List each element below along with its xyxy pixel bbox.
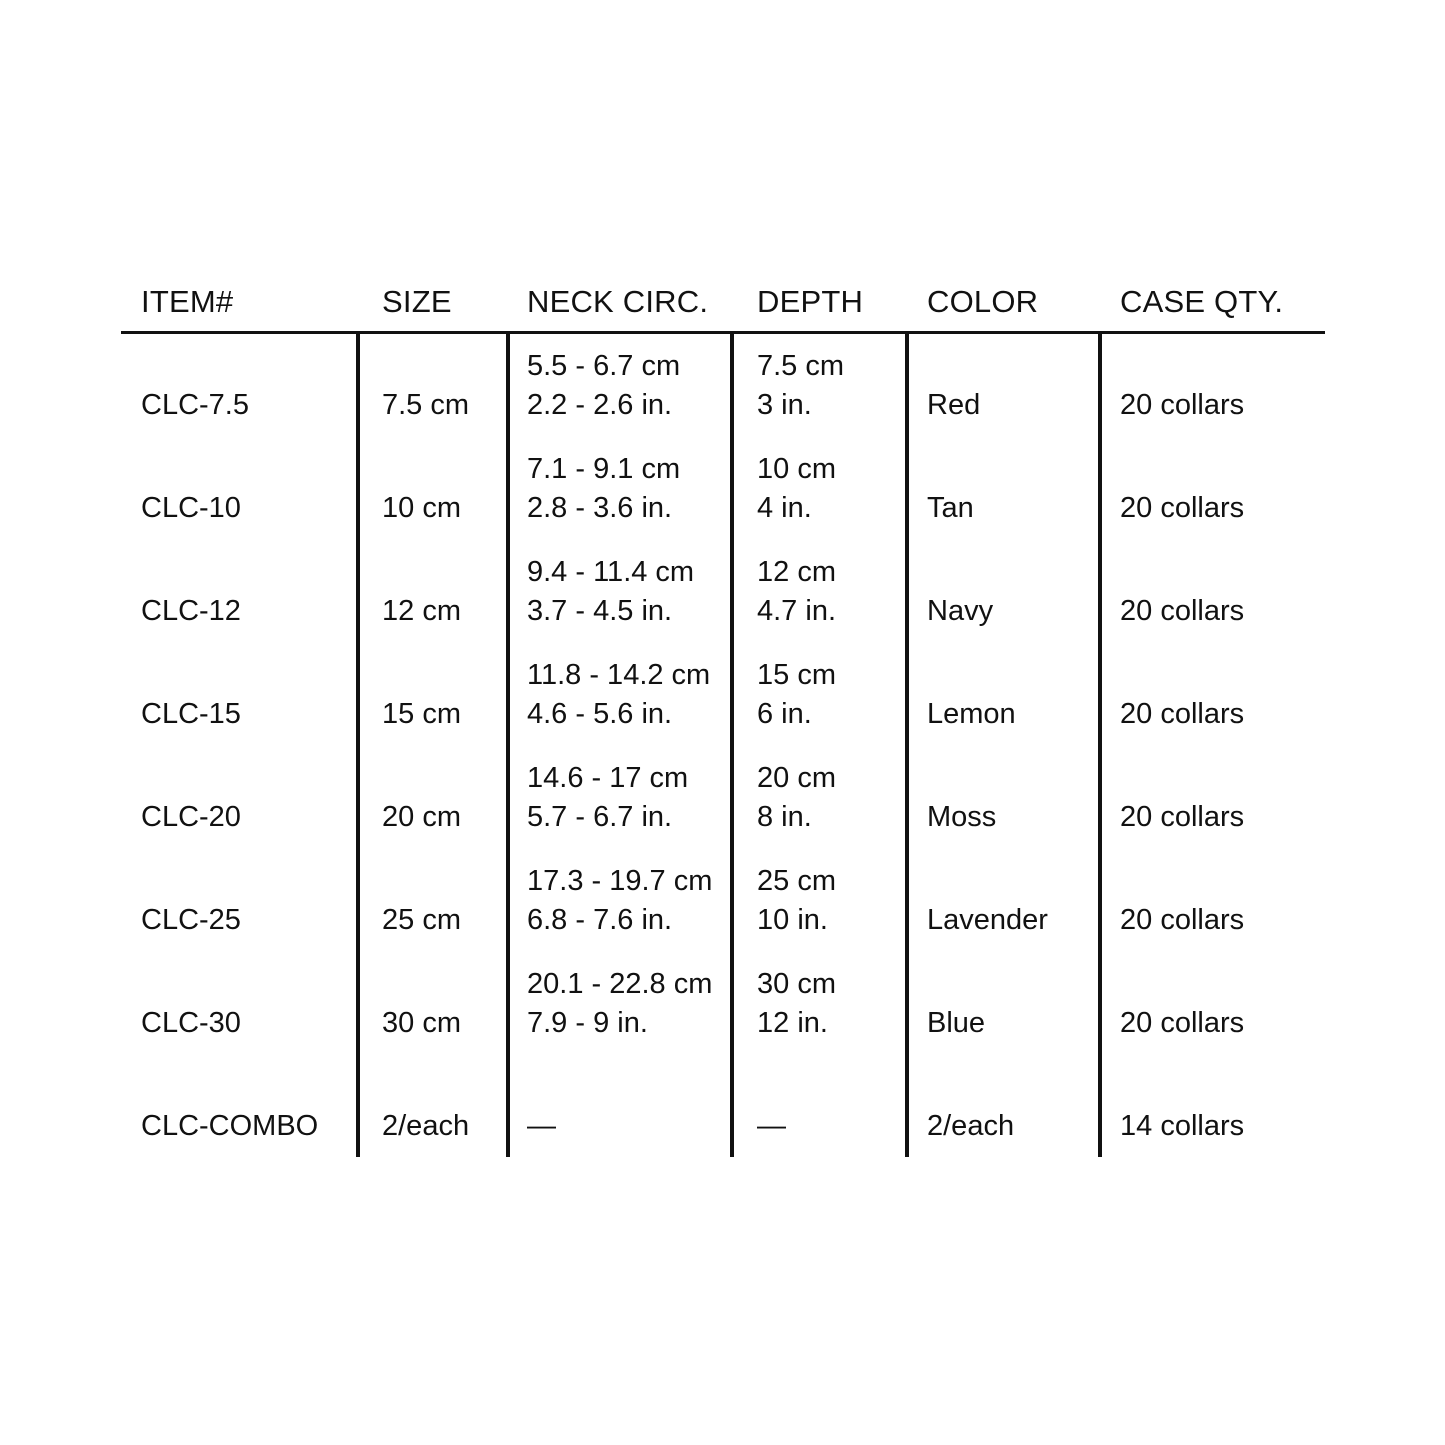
header-color: COLOR bbox=[927, 284, 1039, 319]
cell-case-qty: 20 collars bbox=[1120, 595, 1245, 627]
cell-color: Blue bbox=[927, 1007, 986, 1039]
cell-neck-circ-in: 3.7 - 4.5 in. bbox=[527, 595, 673, 627]
header-rule bbox=[121, 331, 1325, 334]
cell-size: 25 cm bbox=[382, 904, 461, 936]
cell-depth-cm: 30 cm bbox=[757, 968, 836, 1000]
cell-item: CLC-25 bbox=[141, 904, 241, 936]
cell-size: 7.5 cm bbox=[382, 389, 470, 421]
cell-color: Moss bbox=[927, 801, 997, 833]
cell-size: 20 cm bbox=[382, 801, 461, 833]
cell-size: 15 cm bbox=[382, 698, 461, 730]
cell-depth-in: — bbox=[757, 1110, 786, 1142]
cell-neck-circ-in: 5.7 - 6.7 in. bbox=[527, 801, 673, 833]
cell-depth-in: 4 in. bbox=[757, 492, 812, 524]
cell-size: 2/each bbox=[382, 1110, 470, 1142]
cell-size: 30 cm bbox=[382, 1007, 461, 1039]
cell-item: CLC-10 bbox=[141, 492, 241, 524]
cell-case-qty: 20 collars bbox=[1120, 389, 1245, 421]
cell-depth-cm: 15 cm bbox=[757, 659, 836, 691]
cell-case-qty: 20 collars bbox=[1120, 801, 1245, 833]
cell-depth-cm: 7.5 cm bbox=[757, 350, 845, 382]
cell-neck-circ-cm: 17.3 - 19.7 cm bbox=[527, 865, 713, 897]
cell-item: CLC-15 bbox=[141, 698, 241, 730]
header-case-qty: CASE QTY. bbox=[1120, 284, 1284, 319]
cell-case-qty: 20 collars bbox=[1120, 904, 1245, 936]
cell-item: CLC-COMBO bbox=[141, 1110, 319, 1142]
header-depth: DEPTH bbox=[757, 284, 864, 319]
cell-item: CLC-12 bbox=[141, 595, 241, 627]
cell-color: Lavender bbox=[927, 904, 1048, 936]
header-neck-circ: NECK CIRC. bbox=[527, 284, 709, 319]
cell-depth-cm: 12 cm bbox=[757, 556, 836, 588]
column-rule-4 bbox=[905, 334, 909, 1157]
cell-depth-in: 8 in. bbox=[757, 801, 812, 833]
cell-depth-in: 6 in. bbox=[757, 698, 812, 730]
cell-neck-circ-cm: 11.8 - 14.2 cm bbox=[527, 659, 711, 691]
cell-item: CLC-7.5 bbox=[141, 389, 249, 421]
cell-neck-circ-in: 7.9 - 9 in. bbox=[527, 1007, 648, 1039]
column-rule-1 bbox=[356, 334, 360, 1157]
cell-case-qty: 20 collars bbox=[1120, 1007, 1245, 1039]
cell-neck-circ-in: 2.8 - 3.6 in. bbox=[527, 492, 673, 524]
cell-size: 10 cm bbox=[382, 492, 461, 524]
cell-neck-circ-cm: 20.1 - 22.8 cm bbox=[527, 968, 713, 1000]
column-rule-2 bbox=[506, 334, 510, 1157]
cell-depth-in: 10 in. bbox=[757, 904, 828, 936]
spec-table bbox=[121, 0, 1325, 1445]
cell-color: Red bbox=[927, 389, 981, 421]
cell-neck-circ-cm: 5.5 - 6.7 cm bbox=[527, 350, 681, 382]
cell-neck-circ-in: 6.8 - 7.6 in. bbox=[527, 904, 673, 936]
column-rule-3 bbox=[730, 334, 734, 1157]
cell-depth-in: 12 in. bbox=[757, 1007, 828, 1039]
cell-depth-in: 4.7 in. bbox=[757, 595, 836, 627]
cell-color: Navy bbox=[927, 595, 994, 627]
cell-depth-cm: 20 cm bbox=[757, 762, 836, 794]
cell-neck-circ-in: 4.6 - 5.6 in. bbox=[527, 698, 673, 730]
cell-depth-cm: 25 cm bbox=[757, 865, 836, 897]
cell-case-qty: 20 collars bbox=[1120, 698, 1245, 730]
cell-item: CLC-20 bbox=[141, 801, 241, 833]
cell-color: 2/each bbox=[927, 1110, 1015, 1142]
cell-size: 12 cm bbox=[382, 595, 461, 627]
header-item: ITEM# bbox=[141, 284, 234, 319]
cell-depth-in: 3 in. bbox=[757, 389, 812, 421]
cell-color: Tan bbox=[927, 492, 974, 524]
cell-color: Lemon bbox=[927, 698, 1016, 730]
cell-neck-circ-in: 2.2 - 2.6 in. bbox=[527, 389, 673, 421]
column-rule-5 bbox=[1098, 334, 1102, 1157]
cell-neck-circ-in: — bbox=[527, 1110, 556, 1142]
cell-depth-cm: 10 cm bbox=[757, 453, 836, 485]
cell-neck-circ-cm: 14.6 - 17 cm bbox=[527, 762, 689, 794]
cell-case-qty: 14 collars bbox=[1120, 1110, 1245, 1142]
cell-neck-circ-cm: 9.4 - 11.4 cm bbox=[527, 556, 695, 588]
cell-item: CLC-30 bbox=[141, 1007, 241, 1039]
cell-neck-circ-cm: 7.1 - 9.1 cm bbox=[527, 453, 681, 485]
cell-case-qty: 20 collars bbox=[1120, 492, 1245, 524]
header-size: SIZE bbox=[382, 284, 452, 319]
